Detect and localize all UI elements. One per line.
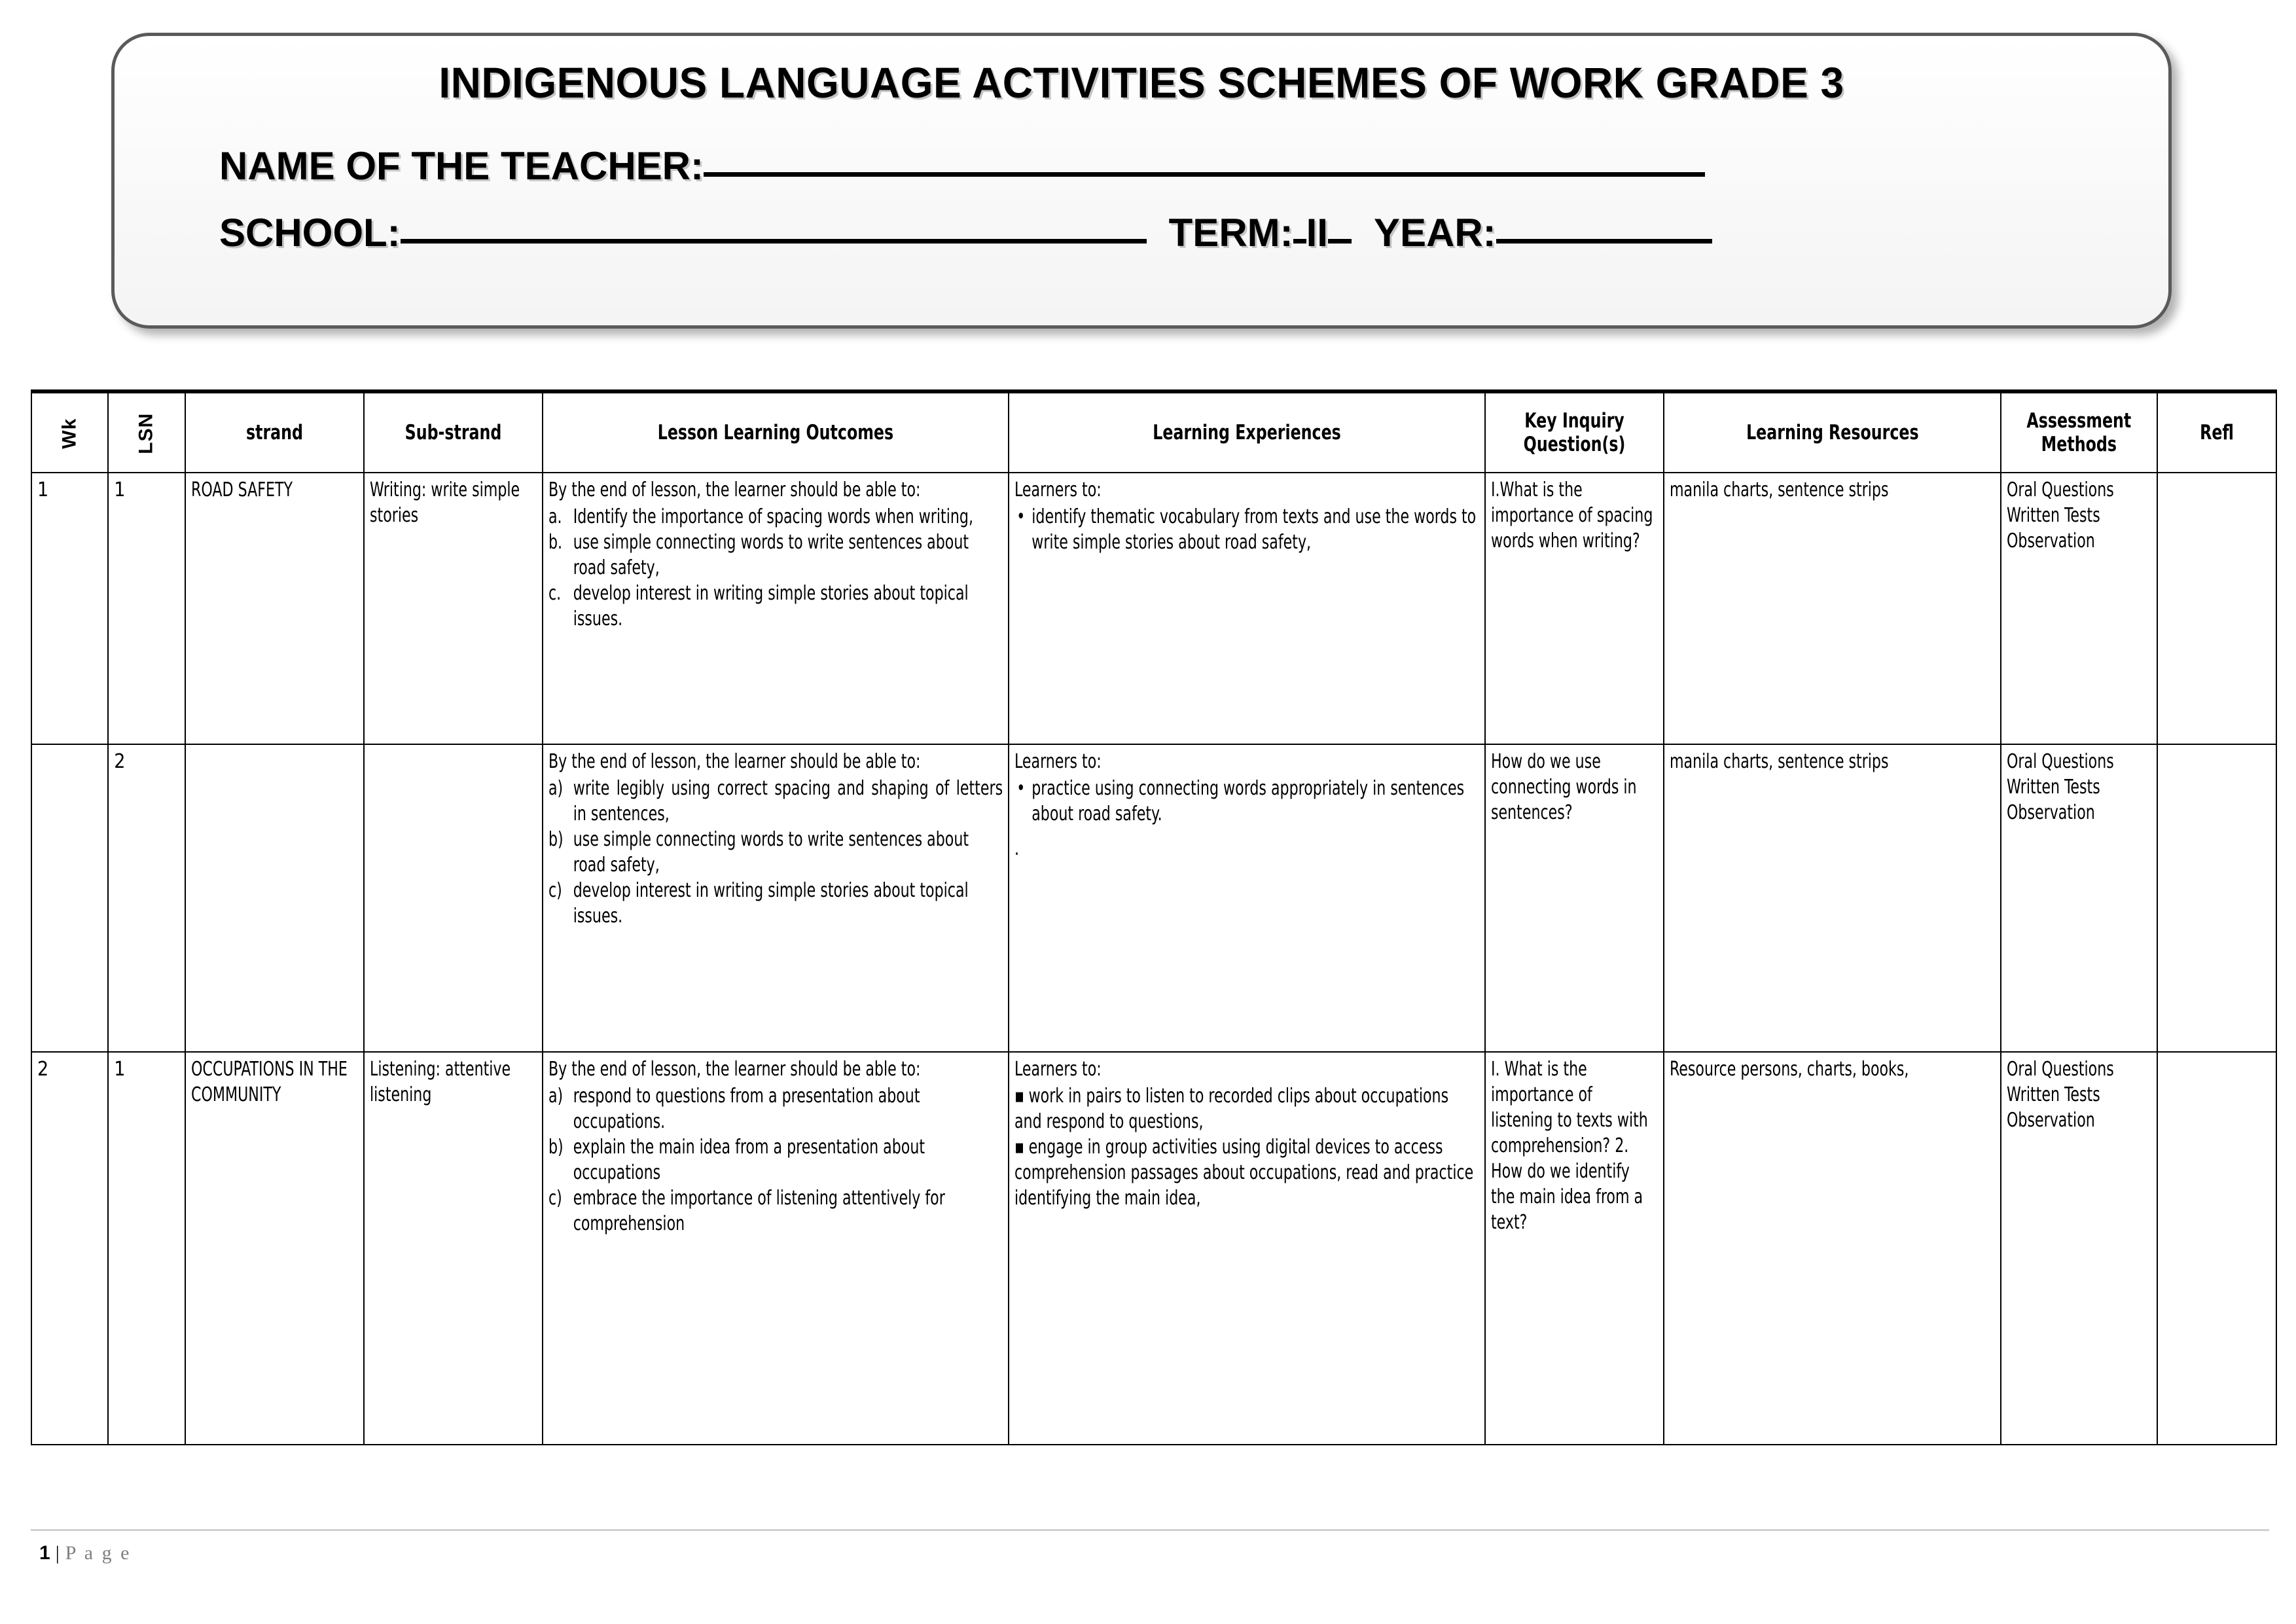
square-bullet-icon: ▪ [1014, 1136, 1024, 1159]
column-header-learning-resources: Learning Resources [1664, 391, 2001, 473]
column-header-refl: Refl [2157, 391, 2276, 473]
table-row [31, 473, 2276, 744]
year-label: YEAR: [1373, 210, 1496, 255]
llo-item: a) respond to questions from a presentation about occupations. [548, 1085, 920, 1133]
le-lead: Learners to: [1014, 750, 1102, 773]
column-header-key-inquiry-questions: Key Inquiry Question(s) [1485, 391, 1664, 473]
page-footer [39, 1542, 131, 1564]
cell-learning-resources: manila charts, sentence strips [1664, 744, 2001, 1052]
cell-learning-resources: manila charts, sentence strips [1664, 473, 2001, 744]
cell-learning-experiences [1009, 1052, 1485, 1445]
cell-refl [2157, 473, 2276, 744]
le-list [1014, 1083, 1479, 1211]
cell-refl [2157, 1052, 2276, 1445]
cell-strand [185, 744, 364, 1052]
cell-assessment-methods: Oral Questions Written Tests Observation [2001, 744, 2157, 1052]
table-body [31, 473, 2276, 1445]
cell-key-inquiry-question: I. What is the importance of listening to texts with comprehension? 2. How do we identify the main idea from a text? [1485, 1052, 1664, 1445]
column-header-wk-label: Wk [58, 418, 81, 449]
footer-page-word: P a g e [65, 1542, 132, 1564]
square-bullet-icon: ▪ [1014, 1085, 1024, 1108]
column-header-sub-strand: Sub-strand [364, 391, 543, 473]
cell-learning-resources: Resource persons, charts, books, [1664, 1052, 2001, 1445]
table-row [31, 1052, 2276, 1445]
list-item: ▪ engage in group activities using digital devices to access comprehension passages about occupations, read and practice identifying the main idea, [1014, 1136, 1473, 1210]
term-value: II [1306, 210, 1328, 255]
title-card [111, 33, 2172, 329]
cell-assessment-methods: Oral Questions Written Tests Observation [2001, 1052, 2157, 1445]
cell-refl [2157, 744, 2276, 1052]
bullet-icon: • [1016, 777, 1025, 800]
cell-learning-experiences [1009, 744, 1485, 1052]
cell-wk: 2 [31, 1052, 108, 1445]
cell-lesson-learning-outcomes [543, 473, 1009, 744]
llo-item: c) develop interest in writing simple stories about topical issues. [548, 879, 969, 928]
cell-strand: OCCUPATIONS IN THE COMMUNITY [185, 1052, 364, 1445]
le-list [1014, 776, 1479, 827]
column-header-learning-experiences: Learning Experiences [1009, 391, 1485, 473]
cell-learning-experiences [1009, 473, 1485, 744]
cell-key-inquiry-question: How do we use connecting words in sentences? [1485, 744, 1664, 1052]
le-list [1014, 504, 1479, 555]
cell-wk [31, 744, 108, 1052]
cell-sub-strand: Writing: write simple stories [364, 473, 543, 744]
cell-lsn: 1 [108, 1052, 185, 1445]
cell-assessment-methods: Oral Questions Written Tests Observation [2001, 473, 2157, 744]
column-header-lesson-learning-outcomes: Lesson Learning Outcomes [543, 391, 1009, 473]
cell-lsn: 2 [108, 744, 185, 1052]
llo-item: a. Identify the importance of spacing words when writing, [548, 505, 973, 528]
school-input-line[interactable] [401, 239, 1147, 244]
cell-sub-strand [364, 744, 543, 1052]
cell-lsn: 1 [108, 473, 185, 744]
le-lead: Learners to: [1014, 1058, 1102, 1081]
column-header-strand: strand [185, 391, 364, 473]
llo-item: b) use simple connecting words to write sentences about road safety, [548, 828, 969, 876]
column-header-lsn [108, 391, 185, 473]
llo-item: b) explain the main idea from a presentation about occupations [548, 1136, 925, 1184]
cell-key-inquiry-question: I.What is the importance of spacing words when writing? [1485, 473, 1664, 744]
llo-lead: By the end of lesson, the learner should be able to: [548, 1058, 921, 1081]
year-input-line[interactable] [1496, 239, 1712, 244]
cell-lesson-learning-outcomes [543, 1052, 1009, 1445]
school-term-year-row [219, 211, 2142, 255]
term-line-right[interactable] [1328, 239, 1352, 244]
cell-strand: ROAD SAFETY [185, 473, 364, 744]
footer-page-number: 1 [39, 1542, 50, 1564]
page-title: INDIGENOUS LANGUAGE ACTIVITIES SCHEMES OF WORK GRADE 3 [439, 58, 1844, 107]
column-header-lsn-label: LSN [135, 412, 157, 454]
schemes-of-work-table [31, 389, 2277, 1445]
llo-item: b. use simple connecting words to write sentences about road safety, [548, 531, 969, 579]
term-label: TERM: [1168, 210, 1293, 255]
llo-item: c. develop interest in writing simple stories about topical issues. [548, 582, 969, 630]
teacher-input-line[interactable] [704, 172, 1705, 177]
list-item: ▪ work in pairs to listen to recorded clips about occupations and respond to questions, [1014, 1085, 1448, 1133]
llo-item: c) embrace the importance of listening attentively for comprehension [548, 1187, 945, 1235]
le-lead: Learners to: [1014, 478, 1102, 501]
llo-lead: By the end of lesson, the learner should be able to: [548, 750, 921, 773]
bullet-icon: • [1016, 505, 1025, 528]
list-item: • practice using connecting words appropriately in sentences about road safety. [1016, 777, 1464, 825]
cell-wk: 1 [31, 473, 108, 744]
cell-sub-strand: Listening: attentive listening [364, 1052, 543, 1445]
le-trailing-mark: . [1014, 837, 1019, 860]
list-item: • identify thematic vocabulary from texts and use the words to write simple stories about road safety, [1016, 505, 1476, 554]
column-header-wk [31, 391, 108, 473]
table-header-row [31, 391, 2276, 473]
school-label: SCHOOL: [219, 210, 401, 255]
term-line-left[interactable] [1293, 239, 1306, 244]
column-header-assessment-methods: Assessment Methods [2001, 391, 2157, 473]
title-card-content [115, 36, 2168, 325]
teacher-label: NAME OF THE TEACHER: [219, 143, 704, 188]
teacher-field-row [219, 145, 2142, 188]
llo-item: a) write legibly using correct spacing and shaping of letters in sentences, [548, 777, 1003, 825]
footer-divider [31, 1529, 2269, 1531]
footer-separator: | [55, 1542, 62, 1564]
table-row [31, 744, 2276, 1052]
llo-lead: By the end of lesson, the learner should be able to: [548, 478, 921, 501]
cell-lesson-learning-outcomes [543, 744, 1009, 1052]
